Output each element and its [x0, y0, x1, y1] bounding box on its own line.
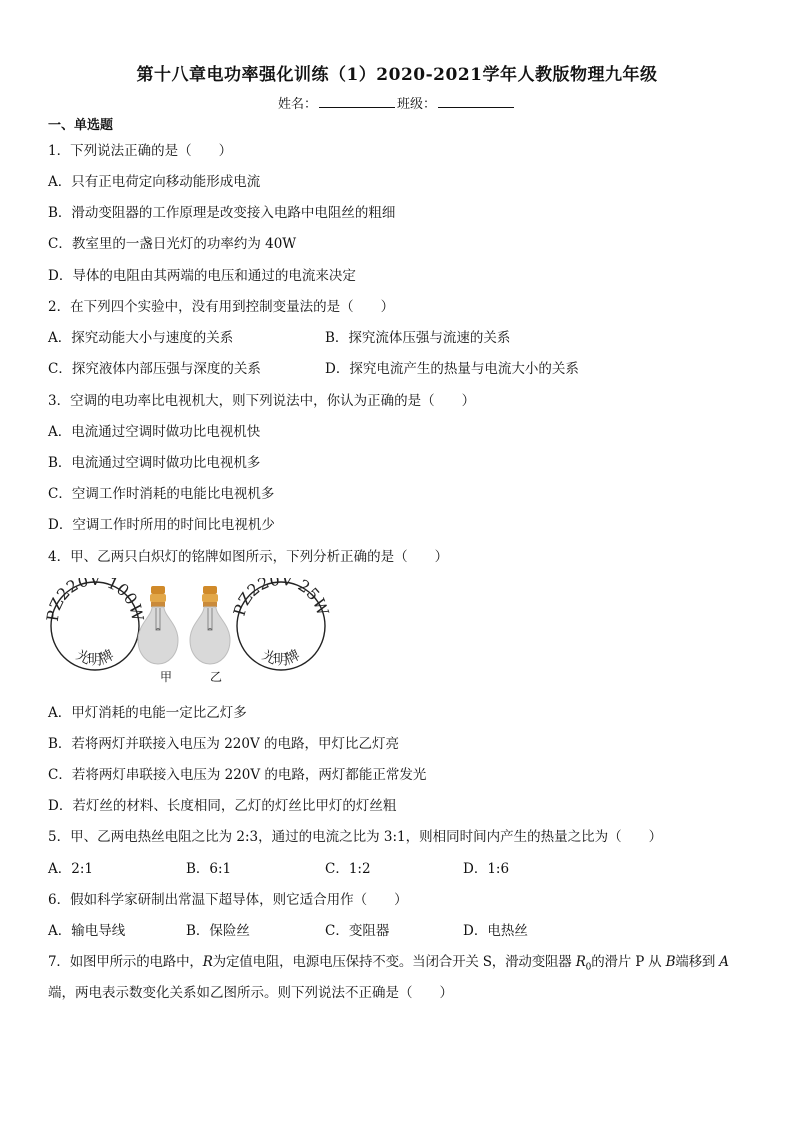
q7-text-1: 7．如图甲所示的电路中，: [48, 954, 203, 970]
section-heading: 一、单选题: [48, 118, 114, 133]
q7-var-r0: R: [575, 954, 586, 970]
bulb-nameplate-figure: [44, 578, 344, 688]
bulb-jia-icon: [138, 586, 178, 664]
q4-option-a: A．甲灯消耗的电能一定比乙灯多: [48, 705, 247, 721]
q5-option-d: D．1:6: [463, 861, 510, 877]
q1-option-b: B．滑动变阻器的工作原理是改变接入电路中电阻丝的粗细: [48, 205, 396, 221]
q7-var-r0-sub: 0: [585, 962, 592, 973]
q6-option-a: A．输电导线: [48, 923, 126, 939]
q6-option-d: D．电热丝: [463, 923, 528, 939]
q7-text-3: 的滑片 P 从: [591, 954, 666, 970]
q3-option-b: B．电流通过空调时做功比电视机多: [48, 455, 261, 471]
q5-option-b: B．6:1: [186, 861, 232, 877]
q4-stem: 4．甲、乙两只白炽灯的铭牌如图所示，下列分析正确的是（ ）: [48, 549, 449, 565]
q5-stem: 5．甲、乙两电热丝电阻之比为 2:3，通过的电流之比为 3:1，则相同时间内产生的热量之比为（ ）: [48, 829, 663, 845]
name-label: 姓名：: [277, 97, 317, 112]
q3-option-d: D．空调工作时所用的时间比电视机少: [48, 517, 275, 533]
q5-option-c: C．1:2: [325, 861, 371, 877]
q7-var-r: R: [202, 954, 213, 970]
lamp-yi-label: 乙: [210, 670, 223, 684]
q4-option-b: B．若将两灯并联接入电压为 220V 的电路，甲灯比乙灯亮: [48, 736, 400, 752]
q1-option-c: C．教室里的一盏日光灯的功率约为 40W: [48, 236, 297, 252]
class-blank[interactable]: [438, 95, 514, 108]
q2-option-d: D．探究电流产生的热量与电流大小的关系: [325, 361, 579, 377]
q5-option-a: A．2:1: [48, 861, 93, 877]
name-blank[interactable]: [319, 95, 395, 108]
q7-var-a: A: [719, 954, 729, 970]
bulb-figure-svg: [44, 578, 344, 688]
q2-option-c: C．探究液体内部压强与深度的关系: [48, 361, 261, 377]
plate1-rating: PZ220V 100W: [44, 578, 148, 623]
lamp-jia-label: 甲: [160, 670, 173, 684]
page-title: 第十八章电功率强化训练（1）2020-2021学年人教版物理九年级: [136, 65, 658, 85]
q4-option-c: C．若将两灯串联接入电压为 220V 的电路，两灯都能正常发光: [48, 767, 427, 783]
student-info-bar: [0, 93, 794, 112]
plate1-brand: 光明牌: [73, 647, 117, 669]
q7-text-4: 端移到: [675, 954, 720, 970]
q7-var-b: B: [665, 954, 676, 970]
nameplate-yi: [230, 578, 333, 670]
bulb-yi-icon: [190, 586, 230, 664]
q7-stem-line2: 端，两电表示数变化关系如乙图所示。则下列说法不正确是（ ）: [48, 985, 453, 1001]
q2-option-b: B．探究流体压强与流速的关系: [325, 330, 511, 346]
q6-stem: 6．假如科学家研制出常温下超导体，则它适合用作（ ）: [48, 892, 408, 908]
plate2-rating: PZ220V 25W: [229, 578, 333, 619]
class-label: 班级：: [397, 97, 437, 112]
q7-stem-line1: [48, 950, 729, 973]
q4-option-d: D．若灯丝的材料、长度相同，乙灯的灯丝比甲灯的灯丝粗: [48, 798, 397, 814]
q2-option-a: A．探究动能大小与速度的关系: [48, 330, 234, 346]
q6-option-c: C．变阻器: [325, 923, 390, 939]
q2-stem: 2．在下列四个实验中，没有用到控制变量法的是（ ）: [48, 299, 395, 315]
plate2-brand: 光明牌: [259, 647, 303, 669]
q3-option-c: C．空调工作时消耗的电能比电视机多: [48, 486, 275, 502]
q3-stem: 3．空调的电功率比电视机大，则下列说法中，你认为正确的是（ ）: [48, 393, 476, 409]
q1-option-a: A．只有正电荷定向移动能形成电流: [48, 174, 261, 190]
q1-stem: 1．下列说法正确的是（ ）: [48, 143, 233, 159]
nameplate-jia: [44, 578, 148, 670]
q3-option-a: A．电流通过空调时做功比电视机快: [48, 424, 261, 440]
q1-option-d: D．导体的电阻由其两端的电压和通过的电流来决定: [48, 268, 356, 284]
q7-text-2: 为定值电阻，电源电压保持不变。当闭合开关 S，滑动变阻器: [212, 954, 576, 970]
q6-option-b: B．保险丝: [186, 923, 250, 939]
